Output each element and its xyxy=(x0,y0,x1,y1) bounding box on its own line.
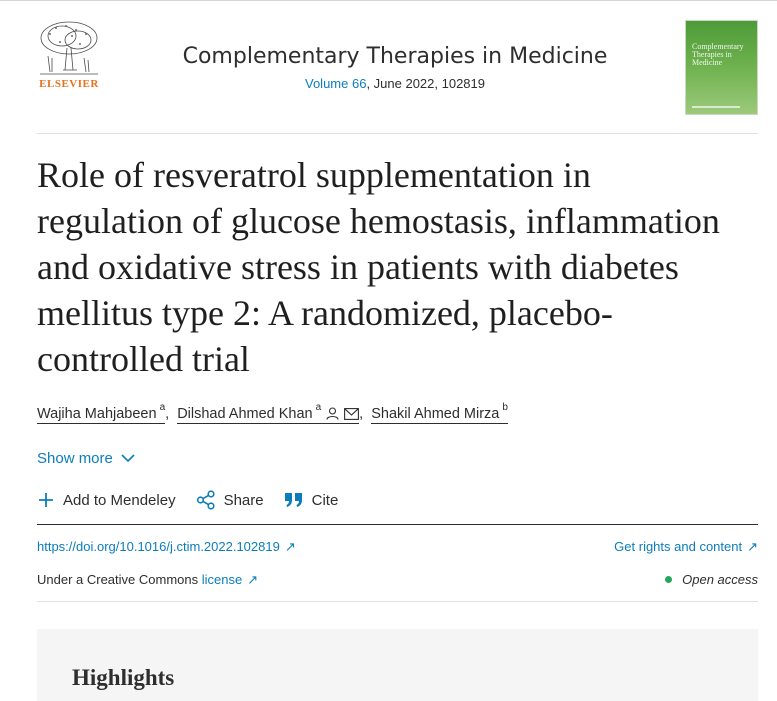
doi-link[interactable] xyxy=(37,539,296,555)
license-divider xyxy=(37,601,758,602)
author-affiliation: a xyxy=(159,402,166,413)
article-actions xyxy=(37,490,358,510)
share-button[interactable] xyxy=(196,490,264,510)
author-link[interactable] xyxy=(37,404,165,424)
external-link-icon: ↗ xyxy=(747,539,758,554)
author-name: Shakil Ahmed Mirza xyxy=(371,405,500,422)
license-prefix: Under a Creative Commons xyxy=(37,572,202,587)
envelope-icon xyxy=(344,408,359,420)
article-title: Role of resveratrol supplementation in regulation of glucose hemostasis, inflammation and oxidative stress in patients with diabetes mellitus type 2: A randomized, placebo-controlled trial xyxy=(37,155,720,379)
share-icon xyxy=(196,490,216,510)
cite-button[interactable] xyxy=(284,492,339,509)
add-to-mendeley-button[interactable] xyxy=(37,491,176,509)
author-link[interactable] xyxy=(177,404,359,424)
volume-link[interactable]: Volume 66 xyxy=(305,76,367,91)
open-access-label: Open access xyxy=(682,572,758,587)
author-separator: , xyxy=(359,405,364,422)
top-border xyxy=(0,0,777,1)
author-separator: , xyxy=(165,405,170,422)
journal-meta xyxy=(120,76,670,91)
journal-cover-image[interactable] xyxy=(685,20,758,115)
highlights-section xyxy=(37,629,758,701)
author-name: Dilshad Ahmed Khan xyxy=(177,405,313,422)
external-link-icon: ↗ xyxy=(247,572,259,587)
quote-icon xyxy=(284,492,304,508)
cover-title: Complementary Therapies in Medicine xyxy=(692,42,744,67)
share-label: Share xyxy=(223,491,264,509)
doi-text: https://doi.org/10.1016/j.ctim.2022.102819 xyxy=(37,539,280,554)
actions-divider xyxy=(37,524,758,525)
cover-footer-bar xyxy=(692,106,740,108)
author-list xyxy=(37,404,508,424)
open-access-badge xyxy=(665,572,758,587)
header-divider xyxy=(37,133,758,134)
journal-header xyxy=(120,42,670,91)
cite-label: Cite xyxy=(311,491,339,509)
add-to-mendeley-label: Add to Mendeley xyxy=(63,491,176,509)
rights-text: Get rights and content xyxy=(614,539,743,554)
author-affiliation: b xyxy=(502,402,508,413)
rights-link[interactable] xyxy=(614,539,758,555)
chevron-down-icon xyxy=(121,454,135,463)
license-link[interactable] xyxy=(202,572,258,587)
show-more-label: Show more xyxy=(37,450,113,467)
show-more-button[interactable] xyxy=(37,450,135,467)
highlights-heading: Highlights xyxy=(72,665,175,690)
author-link[interactable] xyxy=(371,404,508,424)
author-name: Wajiha Mahjabeen xyxy=(37,405,157,422)
publisher-name: ELSEVIER xyxy=(39,78,99,90)
person-icon xyxy=(326,407,339,420)
journal-title-link[interactable]: Complementary Therapies in Medicine xyxy=(182,44,608,69)
external-link-icon: ↗ xyxy=(284,539,296,554)
issue-info: , June 2022, 102819 xyxy=(366,76,485,91)
license-statement xyxy=(37,572,258,588)
author-affiliation: a xyxy=(315,402,322,413)
plus-icon xyxy=(37,491,55,509)
license-link-text: license xyxy=(201,572,243,587)
open-access-dot xyxy=(665,576,672,583)
